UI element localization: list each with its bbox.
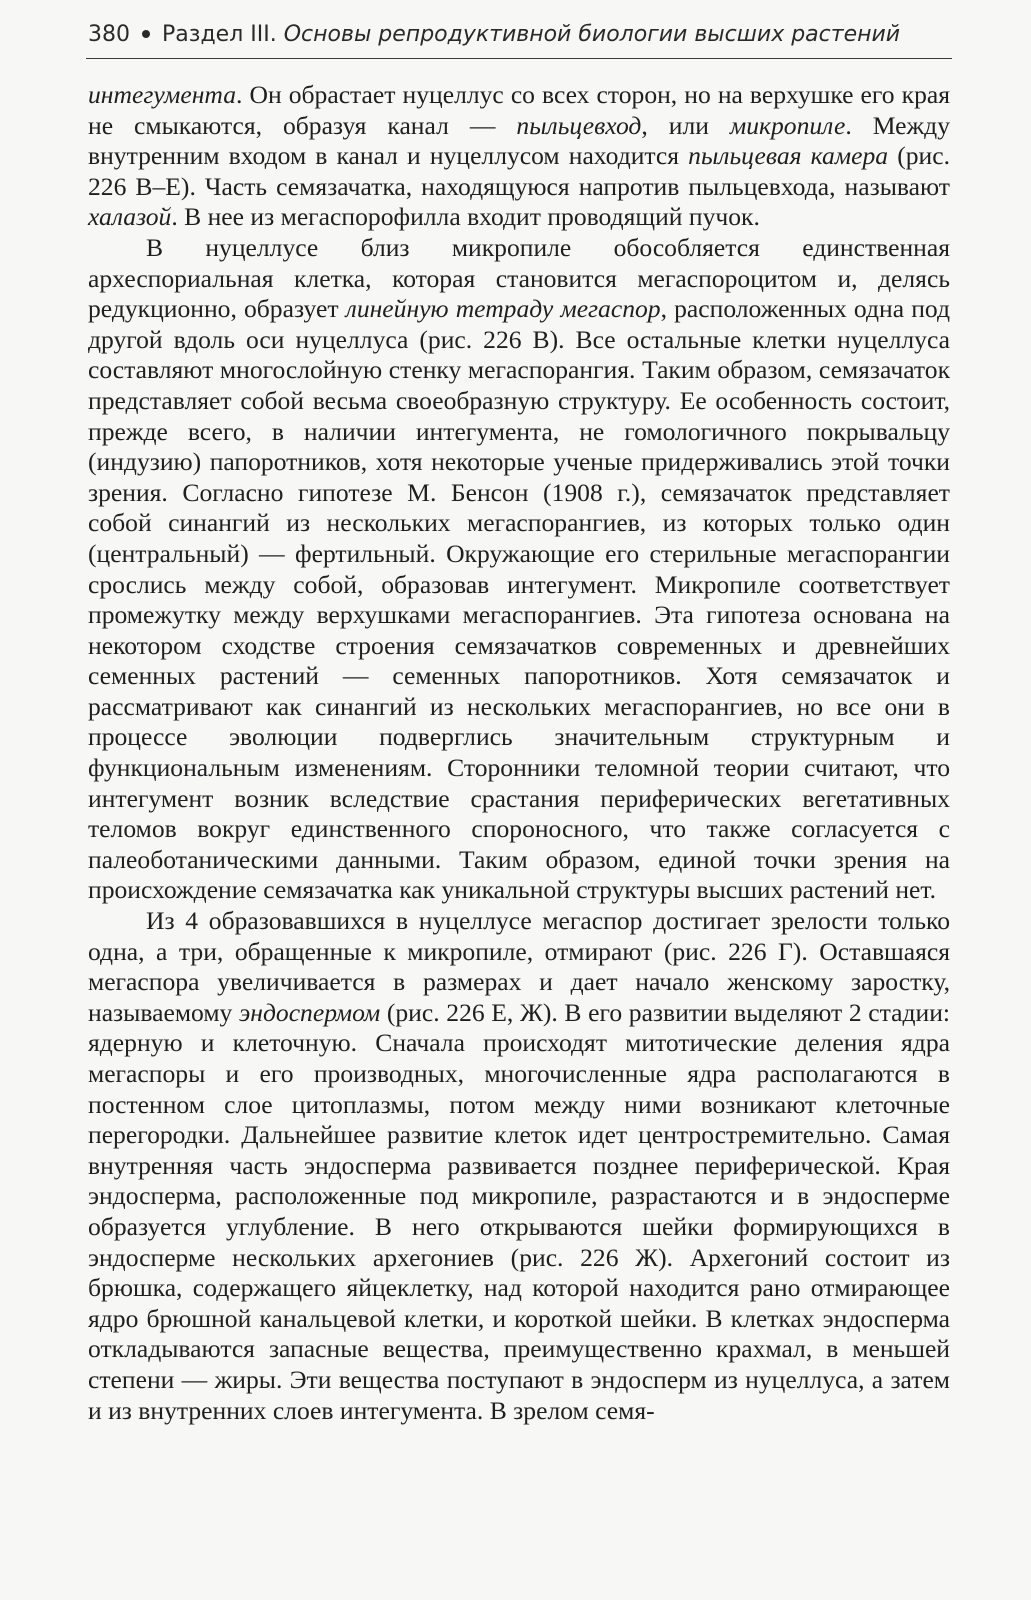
text-span: (рис. 226 Е, Ж). В его развитии выделяют 2 стадии: ядерную и клеточную. Сначала происходят митотические деления ядра мегаспоры и его производных, многочисленные ядра располагаются в постенном слое цитоплазмы, потом между ними возникают клеточные перегородки. Дальнейшее развитие клеток идет центростремительно. Самая внутренняя часть эндосперма развивается позднее периферической. Края эндосперма, расположенные под микропиле, разрастаются и в эндосперме образуется углубление. В него открываются шейки формирующихся в эндосперме нескольких архегониев (рис. 226 Ж). Архегоний состоит из брюшка, содержащего яйцеклетку, над которой находится рано отмирающее ядро брюшной канальцевой клетки, и короткой шейки. В клетках эндосперма откладываются запасные вещества, преимущественно крахмал, в меньшей степени — жиры. Эти вещества поступают в эндосперм из нуцеллуса, а затем и из внутренних слоев интегумента. В зрелом семя- xyxy=(88,997,950,1425)
text-span: микропиле xyxy=(729,110,846,140)
text-span: Из 4 образовавшихся в нуцеллусе мегаспор достигает зрелости только одна, а три, обращенные к микропиле, отмирают (рис. 226 Г). Оставшаяся мегаспора увеличивается в размерах и дает начало женскому заростку, называемому xyxy=(88,906,950,1027)
body-text xyxy=(88,80,950,1426)
text-span: линейную тетраду мегаспор xyxy=(345,294,661,324)
text-span: (рис. 226 В–Е). Часть семязачатка, находящуюся напротив пыльцевхода, называют xyxy=(88,141,950,201)
text-span: . Между внутренним входом в канал и нуцеллусом находится xyxy=(88,110,950,171)
section-label: Раздел III. xyxy=(162,22,277,47)
paragraph xyxy=(88,233,950,906)
text-span: халазой xyxy=(88,202,172,232)
text-span: . Он обрастает нуцеллус со всех сторон, но на верхушке его края не смыкаются, образуя канал — xyxy=(88,80,950,140)
text-span: . В нее из мегаспорофилла входит проводящий пучок. xyxy=(171,202,760,232)
text-span: пыльцевход xyxy=(516,110,642,140)
page-number: 380 xyxy=(88,22,130,47)
header-rule xyxy=(86,58,952,59)
text-span: В нуцеллусе близ микропиле обособляется единственная археспориальная клетка, которая становится мегаспороцитом и, делясь редукционно, образует xyxy=(88,232,950,324)
paragraph xyxy=(88,906,950,1426)
text-span: , расположенных одна под другой вдоль оси нуцеллуса (рис. 226 В). Все остальные клетки нуцеллуса составляют многослойную стенку мегаспорангия. Таким образом, семязачаток представляет собой весьма своеобразную структуру. Ее особенность состоит, прежде всего, в наличии интегумента, не гомологичного покрывальцу (индузию) папоротников, хотя некоторые ученые придерживались этой точки зрения. Согласно гипотезе М. Бенсон (1908 г.), семязачаток представляет собой синангий из нескольких мегаспорангиев, из которых только один (центральный) — фертильный. Окружающие его стерильные мегаспорангии срослись между собой, образовав интегумент. Микропиле соответствует промежутку между верхушками мегаспорангиев. Эта гипотеза основана на некотором сходстве строения семязачатков современных и древнейших семенных растений — семенных папоротников. Хотя семязачаток и рассматривают как синангий из нескольких мегаспорангиев, но все они в процессе эволюции подверглись значительным структурным и функциональным изменениям. Сторонники теломной теории считают, что интегумент возник вследствие срастания периферических вегетативных теломов вокруг единственного спороносного, что также согласуется с палеоботаническими данными. Таким образом, единой точки зрения на происхождение семязачатка как уникальной структуры высших растений нет. xyxy=(88,294,950,905)
text-span: интегумента xyxy=(88,80,237,109)
chapter-title: Основы репродуктивной биологии высших растений xyxy=(283,22,901,47)
bullet-icon xyxy=(142,30,150,38)
running-head xyxy=(88,20,950,56)
text-span: пыльцевая камера xyxy=(688,141,889,171)
text-span: эндоспермом xyxy=(238,997,381,1027)
paragraph xyxy=(88,80,950,233)
text-span: , или xyxy=(641,110,730,140)
